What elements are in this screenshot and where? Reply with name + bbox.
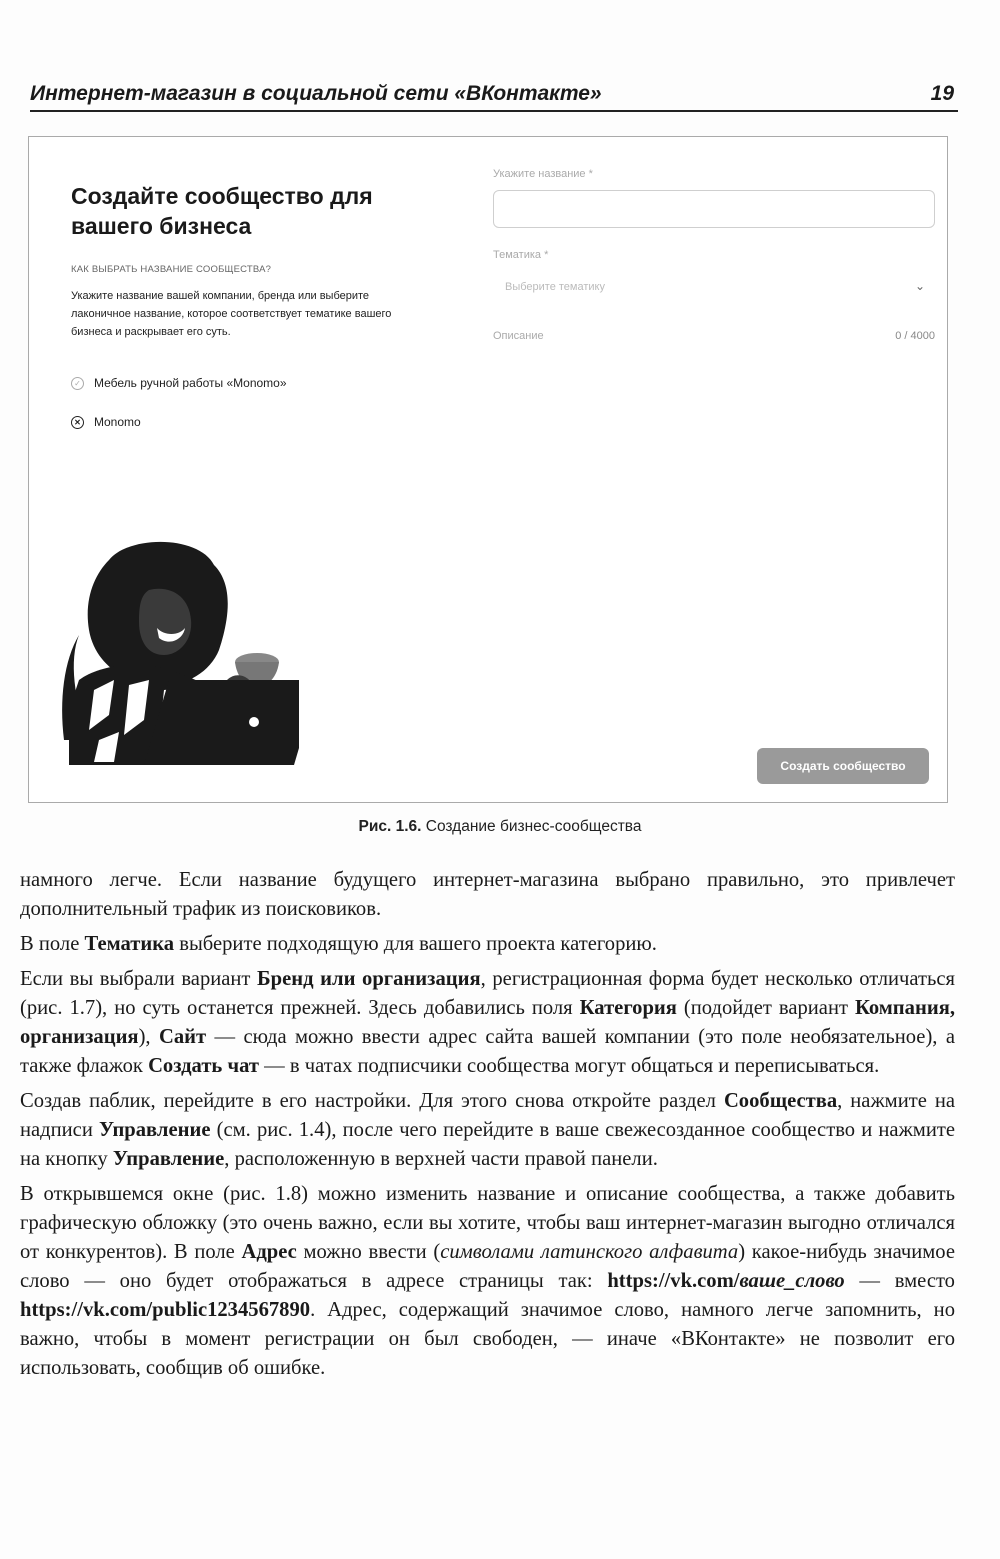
name-hint: Укажите название вашей компании, бренда или выберите лаконичное название, которое соответствует тематике вашего бизнеса и раскрывает его суть. <box>71 290 392 338</box>
topic-field-label: Тематика * <box>493 249 549 261</box>
text-run: — в чатах подписчики сообщества могут общаться и переписываться. <box>258 1055 880 1077</box>
caption-label: Рис. 1.6. <box>358 818 422 835</box>
paragraph <box>20 1087 955 1174</box>
text-run: выберите подходящую для вашего проекта категорию. <box>174 933 657 955</box>
paragraph <box>20 866 955 924</box>
figure-caption <box>0 818 1000 836</box>
running-title: Интернет-магазин в социальной сети «ВКонтакте» <box>30 82 602 105</box>
term: Сайт <box>158 1026 207 1048</box>
italic-run: символами латинского алфавита <box>440 1241 739 1263</box>
text-run: можно ввести ( <box>296 1241 441 1263</box>
create-community-button[interactable]: Создать сообщество <box>757 748 929 784</box>
term: Создать чат <box>148 1055 259 1077</box>
text-run: ) какое-нибудь значимое слово — оно будет отображаться в адресе страницы так: <box>20 1241 955 1292</box>
term: Сообщества <box>723 1090 838 1112</box>
url-text-italic: ваше_слово <box>739 1270 845 1292</box>
text-run: намного легче. Если название будущего интернет-магазина выбрано правильно, это привлечет дополнительный трафик из поисковиков. <box>20 869 955 920</box>
text-run: , регистрационная форма будет несколько отличаться (рис. 1.7), но суть останется прежней. Здесь добавились поля <box>20 968 956 1019</box>
paragraph <box>20 1180 955 1383</box>
topic-select[interactable] <box>493 277 933 303</box>
woman-with-laptop-illustration <box>59 540 299 765</box>
term: Компания, организация <box>20 997 955 1048</box>
suggestion-label: Мебель ручной работы «Monomo» <box>94 376 287 390</box>
text-run: В открывшемся окне (рис. 1.8) можно изменить название и описание сообщества, а также добавить графическую обложку (это очень важно, если вы хотите, чтобы ваш интернет-магазин выгодно отличался от конкурентов). В поле <box>20 1183 955 1263</box>
caption-text: Создание бизнес-сообщества <box>425 818 642 835</box>
text-run: Создав паблик, перейдите в его настройки. Для этого снова откройте раздел <box>20 1090 724 1112</box>
body-text <box>20 866 955 1389</box>
name-suggestion-bad[interactable] <box>71 415 141 429</box>
text-run: , нажмите на надписи <box>20 1090 955 1141</box>
text-run: — сюда можно ввести адрес сайта вашей компании (это поле необязательное), а также флажок <box>20 1026 955 1077</box>
how-to-link[interactable]: КАК ВЫБРАТЬ НАЗВАНИЕ СООБЩЕСТВА? <box>71 264 272 275</box>
page-header <box>30 80 958 112</box>
description-field-label: Описание <box>493 330 544 342</box>
text-run: — вместо <box>844 1270 955 1292</box>
name-field-label: Укажите название * <box>493 168 593 180</box>
text-run: (см. рис. 1.4), после чего перейдите в ваше свежесозданное сообщество и нажмите на кнопку <box>20 1119 955 1170</box>
paragraph <box>20 930 955 959</box>
community-name-input[interactable] <box>493 190 935 228</box>
text-run: Если вы выбрали вариант <box>20 968 258 990</box>
cross-circle-icon: ✕ <box>71 416 84 429</box>
url-text: https://vk.com/public1234567890 <box>20 1299 311 1321</box>
url-text: https://vk.com/ <box>607 1270 740 1292</box>
text-run: (подойдет вариант <box>676 997 855 1019</box>
form-heading: Создайте сообщество для вашего бизнеса <box>71 183 373 239</box>
term: Управление <box>112 1148 225 1170</box>
text-run: , расположенную в верхней части правой панели. <box>224 1148 658 1170</box>
text-run: . Адрес, содержащий значимое слово, намного легче запомнить, но важно, чтобы в момент регистрации он был свободен, — иначе «ВКонтакте» не позволит его использовать, сообщив об ошибке. <box>20 1299 955 1379</box>
check-circle-icon: ✓ <box>71 377 84 390</box>
text-run: В поле <box>20 933 85 955</box>
term: Тематика <box>84 933 175 955</box>
term: Адрес <box>241 1241 297 1263</box>
paragraph <box>20 965 955 1081</box>
name-suggestion-good[interactable] <box>71 376 287 390</box>
term: Бренд или организация <box>257 968 481 990</box>
page-number: 19 <box>930 82 954 105</box>
term: Управление <box>99 1119 211 1141</box>
topic-placeholder: Выберите тематику <box>505 281 605 293</box>
description-counter: 0 / 4000 <box>895 330 935 342</box>
suggestion-label: Monomo <box>94 415 141 429</box>
text-run: ), <box>138 1026 159 1048</box>
figure-screenshot <box>28 136 948 803</box>
term: Категория <box>579 997 677 1019</box>
chevron-down-icon: ⌄ <box>914 279 925 293</box>
